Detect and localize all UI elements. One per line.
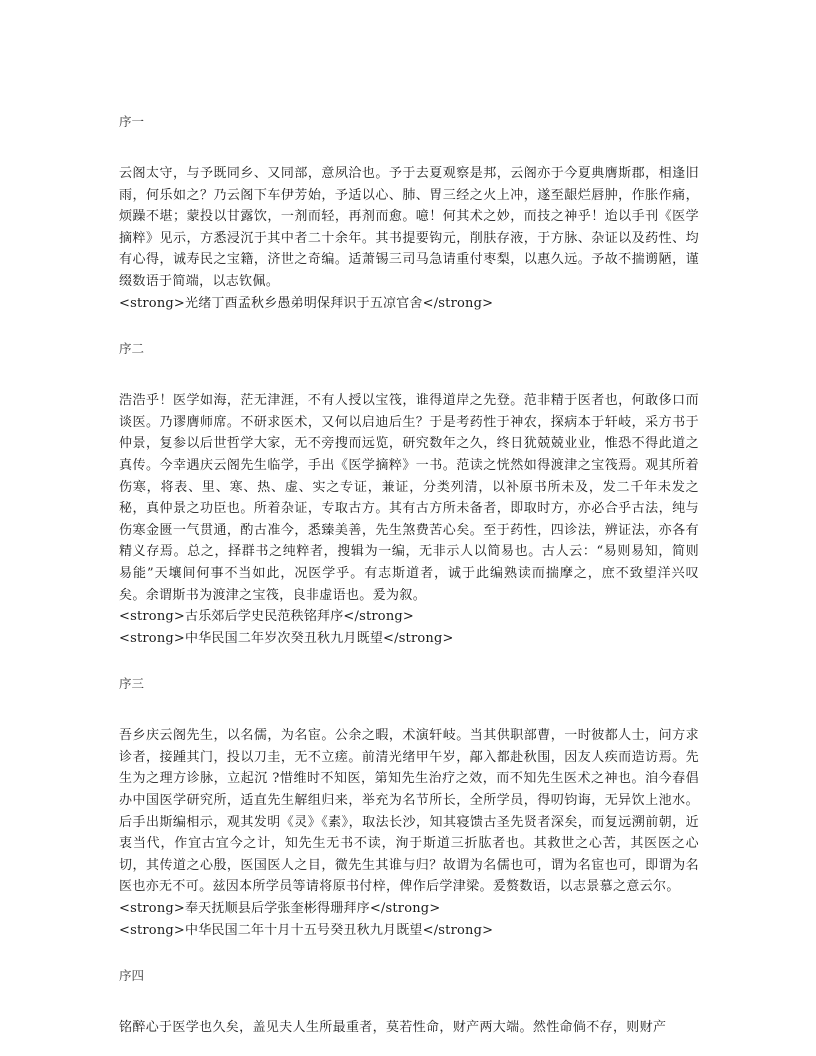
preface-2 bbox=[119, 339, 699, 649]
section-heading: 序二 bbox=[119, 341, 145, 357]
section-paragraph: 云阁太守，与予既同乡、又同部，意夙洽也。予于去夏观察是邦，云阁亦于今夏典膺斯郡，相逢旧雨，何乐如之？乃云阁下车伊芳始，予适以心、肺、胃三经之火上冲，遂至龈烂唇肿，作胀作痛，烦躁不堪；蒙投以甘露饮，一剂而轻，再剂而愈。噫！何其术之妙，而技之神乎！迨以手刊《医学摘粹》见示，方悉浸沉于其中者二十余年。其书提要钩元，削肤存液，于方脉、杂证以及药性、均有心得，诚寿民之宝籍，济世之奇编。适萧锡三司马急请重付枣梨，以惠久远。予故不揣谫陋，谨缀数语于简端，以志钦佩。 bbox=[119, 166, 699, 289]
section-paragraph: 吾乡庆云阁先生，以名儒，为名宦。公余之暇，术演轩岐。当其供职部曹，一时彼都人士，问方求诊者，接踵其门，投以刀圭，无不立瘥。前清光绪甲午岁，鄗入都赴秋围，因友人疾而造访焉。先生为之理方诊脉，立起沉 ?惜维时不知医，第知先生治疗之效，而不知先生医术之神也。洎今春倡办中国医学研究所，适直先生解组归来，举充为名节所长，全所学员，得叨钧诲，无异饮上池水。后手出斯编相示，观其发明《灵》《素》，取法长沙，知其寝馈古圣先贤者深矣，而复远溯前朝，近衷当代，作宜古宜今之计，知先生无书不读，洵于斯道三折肱者也。其救世之心苦，其医医之心切，其传道之心殷，医国医人之目，微先生其谁与归？故谓为名儒也可，谓为名宦也可，即谓为名医也亦无不可。兹因本所学员等请将原书付梓，俾作后学津梁。爰赘数语，以志景慕之意云尔。 bbox=[119, 728, 699, 895]
date-line: <strong>中华民国二年岁次癸丑秋九月既望</strong> bbox=[119, 630, 454, 646]
preface-1 bbox=[119, 112, 699, 314]
section-heading: 序四 bbox=[119, 968, 145, 984]
section-heading: 序一 bbox=[119, 114, 145, 129]
spacer bbox=[119, 694, 699, 725]
section-paragraph: 铭醉心于医学也久矣，盖见夫人生所最重者，莫若性命，财产两大端。然性命倘不存，则财产 bbox=[119, 1020, 667, 1036]
signature-line: <strong>古乐郊后学史民范秩铭拜序</strong> bbox=[119, 609, 415, 625]
spacer bbox=[119, 649, 699, 674]
spacer bbox=[119, 941, 699, 966]
document-page bbox=[119, 112, 699, 1039]
date-line: <strong>中华民国二年十月十五号癸丑秋九月既望</strong> bbox=[119, 922, 494, 938]
signature-line: <strong>奉天抚顺县后学张奎彬得珊拜序</strong> bbox=[119, 901, 441, 917]
section-paragraph: 浩浩乎！医学如海，茫无津涯，不有人授以宝筏，谁得道岸之先登。范非精于医者也，何敢侈口而谈医。乃谬膺师席。不研求医术，又何以启迪后生？于是考药性于神农，探病本于轩岐，采方书于仲景，复参以后世哲学大家，无不旁搜而远览，研究数年之久，终日犹兢兢业业，惟恐不得此道之真传。今幸遇庆云阁先生临学，手出《医学摘粹》一书。范读之恍然如得渡津之宝筏焉。观其所着伤寒，将表、里、寒、热、虚、实之专证，兼证，分类列清，以补原书所未及，发二千年未发之秘，真仲景之功臣也。所着杂证，专取古方。其有古方所未备者，即取时方，亦必合乎古法，纯与伤寒金匮一气贯通，酌古准今，悉臻美善，先生煞费苦心矣。至于药性，四诊法，辨证法，亦各有精义存焉。总之，择群书之纯粹者，搜辑为一编，无非示人以简易也。古人云：“易则易知，简则易能”天壤间何事不当如此，况医学乎。有志斯道者，诚于此编熟读而揣摩之，庶不致望洋兴叹矣。余谓斯书为渡津之宝筏，良非虚语也。爰为叙。 bbox=[119, 393, 699, 603]
spacer bbox=[119, 359, 699, 390]
preface-4 bbox=[119, 966, 699, 1039]
spacer bbox=[119, 314, 699, 339]
signature-line: <strong>光绪丁酉孟秋乡愚弟明保拜识于五凉官舍</strong> bbox=[119, 295, 494, 311]
spacer bbox=[119, 132, 699, 163]
spacer bbox=[119, 986, 699, 1017]
preface-3 bbox=[119, 674, 699, 941]
section-heading: 序三 bbox=[119, 676, 145, 692]
